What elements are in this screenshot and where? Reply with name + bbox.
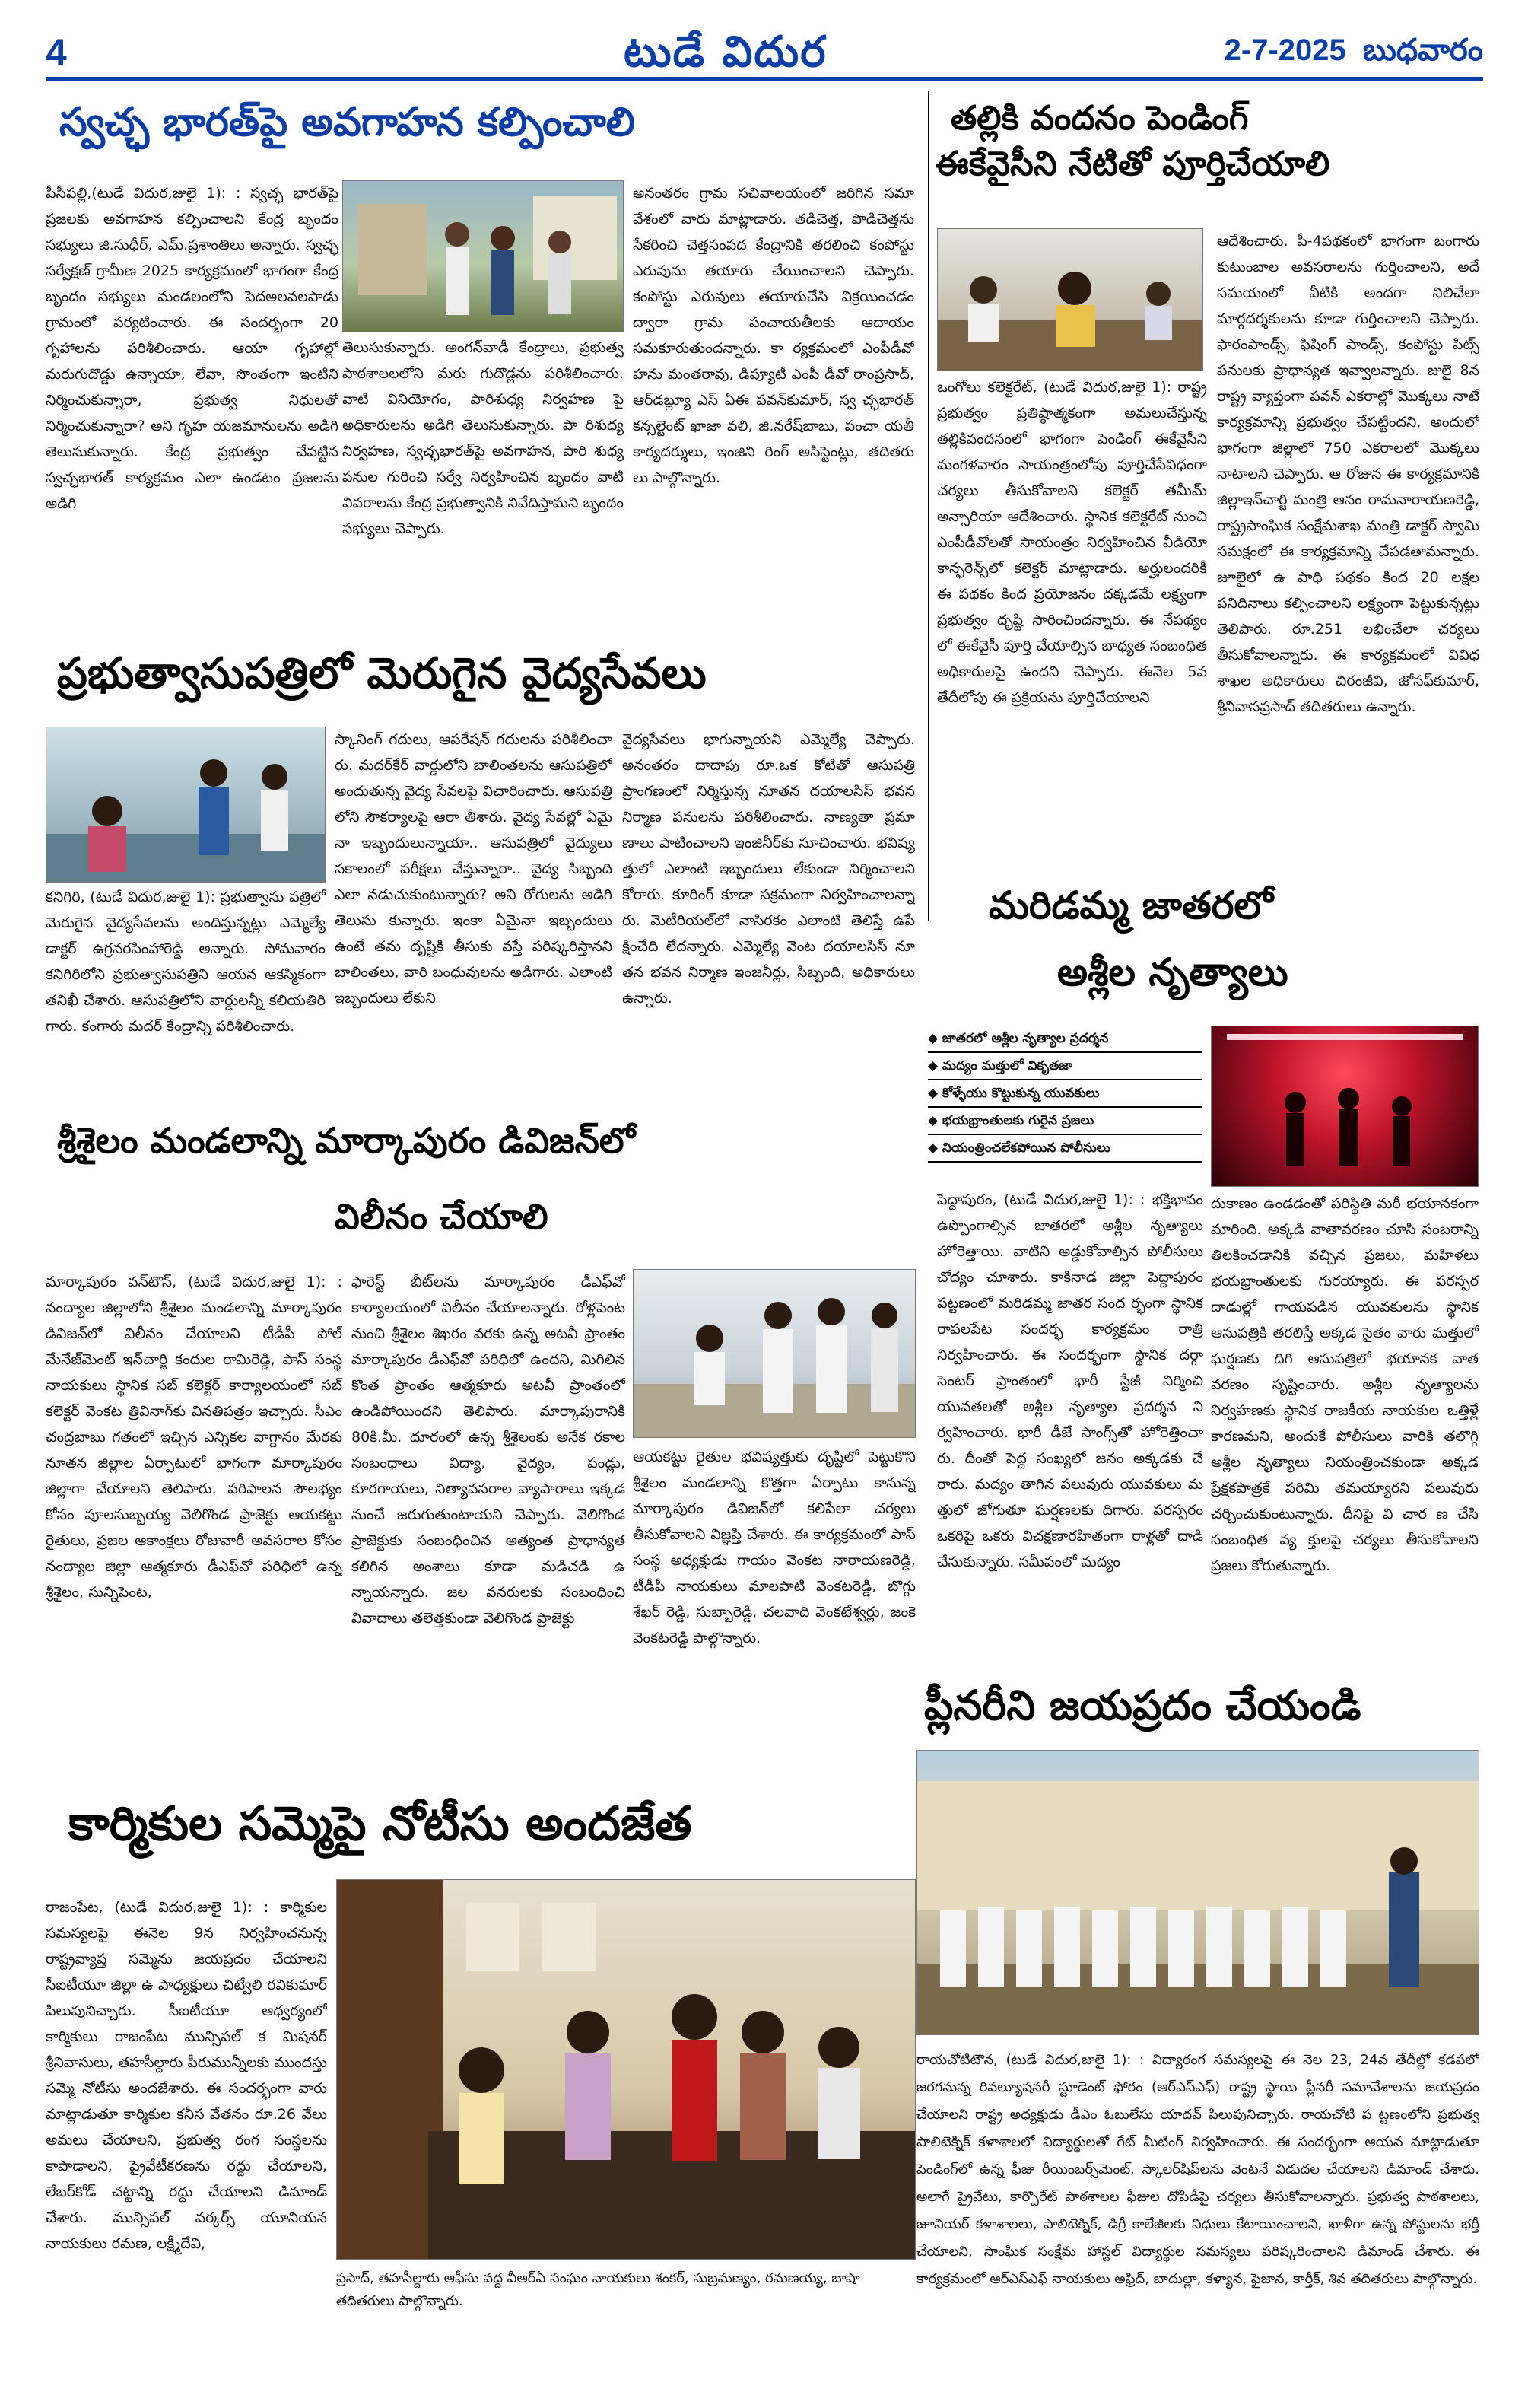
plenary-headline: ప్లీనరీని జయప్రదం చేయండి	[924, 1681, 1361, 1729]
srisailam-headline-2: విలీనం చేయాలి	[335, 1196, 548, 1237]
maridamma-photo-figures	[1212, 1026, 1479, 1187]
masthead	[46, 27, 1483, 81]
swachh-photo-figures	[343, 181, 624, 332]
newspaper-title: టుడే విదుర	[624, 27, 828, 77]
maridamma-bullet: ◆ జాతరలో అశ్లీల నృత్యాల ప్రదర్శన	[928, 1026, 1202, 1053]
swachh-photo	[342, 180, 624, 332]
hospital-headline: ప్రభుత్వాసుపత్రిలో మెరుగైన వైద్యసేవలు	[57, 649, 707, 698]
thalliki-photo-figures	[938, 229, 1203, 371]
maridamma-bullets	[928, 1026, 1202, 1163]
strike-caption: ప్రసాద్, తహసీల్దారు ఆఫీసు వద్ద వీఆర్‌ఏ సంఘం నాయకులు శంకర్, సుబ్రమణ్యం, రమణయ్య, బాషా తదితరులు పాల్గొన్నారు.	[336, 2270, 860, 2309]
strike-photo	[336, 1879, 916, 2260]
srisailam-headline-1: శ్రీశైలం మండలాన్ని మార్కాపురం డివిజన్‌లో	[57, 1120, 636, 1161]
swachh-col-1: పీసీపల్లి,(టుడే విదుర,జులై 1): : స్వచ్ఛ భారత్‌పై ప్రజలకు అవగాహన కల్పించాలని కేంద్ర బృందం సభ్యులు జి.సుధీర్, ఎమ్.ప్రశాంతిలు అన్నారు. స్వచ్ఛ సర్వేక్షణ్ గ్రామీణ 2025 కార్యక్రమంలో భాగంగా కేంద్ర బృందం సభ్యులు మండలంలోని పెదఅలవలపాడు గ్రామంలో పర్యటించారు. ఈ సందర్భంగా 20 గృహాలను పరిశీలించారు. ఆయా గృహాల్లో మరుగుదొడ్డు ఉన్నాయా, లేవా, సొంతంగా ఇంటిని నిర్మించుకున్నారా, ప్రభుత్వ నిధులతో నిర్మించుకున్నారా? అని గృహ యజమానులను అడిగి తెలుసుకున్నారు. కేంద్ర ప్రభుత్వం చేపట్టిన స్వచ్ఛభారత్ కార్యక్రమం ఎలా ఉండటం ప్రజలను అడిగి	[46, 185, 338, 512]
page-number: 4	[46, 31, 67, 74]
maridamma-col-2: దుకాణం ఉండడంతో పరిస్థితి మరీ భయానకంగా మారింది. అక్కడి వాతావరణం చూసి సంబరాన్ని తిలకించడానికి వచ్చిన ప్రజలు, మహిళలు భయభ్రాంతులకు గురయ్యారు. ఈ పరస్పర దాడుల్లో గాయపడిన యువకులను స్థానిక ఆసుపత్రికి తరలిస్తే అక్కడ సైతం వారు మత్తులో ఘర్షణకు దిగి ఆసుపత్రిలో భయానక వాత వరణం సృష్టించారు. అశ్లీల నృత్యాలను నిర్వహణకు స్థానిక రాజకీయ నాయకుల ఒత్తిళ్లే కారణమని, అందుకే పోలీసులు వారికి తలొగ్గి అశ్లీల నృత్యాలు నియంత్రించకుండా అక్కడ ప్రేక్షకపాత్రకే పరిమి తమయ్యారని పలువురు చర్చించుకుంటున్నారు. దీనిపై వి చార ణ చేసి సంబంధిత వ్య క్తులపై చర్యలు తీసుకోవాలని ప్రజలు కోరుతున్నారు.	[1211, 1195, 1479, 1574]
maridamma-col-1: పెద్దాపురం, (టుడే విదుర,జులై 1): : భక్తిభావం ఉప్పొంగాల్సిన జాతరలో అశ్లీల నృత్యాలు హోరెత్తాయి. వాటిని అడ్డుకోవాల్సిన పోలీసులు చోద్యం చూశారు. కాకినాడ జిల్లా పెద్దాపురం పట్టణంలో మరిడమ్మ జాతర సంద ర్భంగా స్థానిక రాపలపేట సందర్భ కార్యక్రమం రాత్రి నిర్వహించారు. ఈ సందర్భంగా స్థానిక దర్గా సెంటర్ ప్రాంతంలో భారీ స్టేజీ నిర్మించి యువతలతో అశ్లీల నృత్యాల ప్రదర్శన ని ర్వహించారు. భారీ డీజే సాంగ్స్‌తో హోరెత్తించా రు. దీంతో పెద్ద సంఖ్యలో జనం అక్కడకు చే రారు. మద్యం తాగిన పలువురు యువకులు మ త్తులో జోగుతూ ఘర్షణలకు దిగారు. పరస్పరం ఒకరిపై ఒకరు విచక్షణారహితంగా రాళ్లతో దాడి చేసుకున్నారు. సమీపంలో మద్యం	[937, 1191, 1203, 1570]
swachh-headline: స్వచ్ఛ భారత్‌పై అవగాహన కల్పించాలి	[59, 100, 635, 145]
maridamma-photo	[1211, 1026, 1479, 1187]
hospital-photo	[46, 727, 326, 883]
swachh-col-2: తెలుసుకున్నారు. అంగన్‌వాడీ కేంద్రాలు, ప్రభుత్వ పాఠశాలలలోని మరు గుదొడ్లను పరిశీలించారు. వాటి వినియోగం, పారిశుధ్య నిర్వహణ పై అధికారులను అడిగి తెలుసుకున్నారు. పా రిశుధ్య నిర్వహణ, స్వచ్ఛభారత్‌పై అవగాహన, పారి శుధ్య పనుల గురించి సర్వే నిర్వహించిన బృందం వాటి వివరాలను కేంద్ర ప్రభుత్వానికి నివేదిస్తామని బృందం సభ్యులు చెప్పారు.	[342, 339, 624, 537]
srisailam-col-1: మార్కాపురం వన్‌టౌన్, (టుడే విదుర,జులై 1): : నంద్యాల జిల్లాలోని శ్రీశైలం మండలాన్ని మార్కాపురం డివిజన్‌లో విలీనం చేయాలని టీడీపీ పోల్ మేనేజ్‌మెంట్ ఇన్‌చార్జి కందుల రామిరెడ్డి, పాస్ సంస్థ నాయకులు స్థానిక సబ్ కలెక్టర్ కార్యాలయంలో సబ్ కలెక్టర్ వెంకట త్రివినాగ్‌కు వినతిపత్రం ఇచ్చారు. సీఎం చంద్రబాబు గతంలో ఇచ్చిన ఎన్నికల వాగ్దానం మేరకు నూతన జిల్లాల ఏర్పాటులో భాగంగా మార్కాపురం జిల్లాగా చేయాలని తెలిపారు. పరిపాలన సౌలభ్యం కోసం పూలసుబ్బయ్య వెలిగొండ ప్రాజెక్టు ఆయకట్టు రైతులు, ప్రజల ఆకాంక్షలు రోజువారీ అవసరాల కోసం నంద్యాల జిల్లా ఆత్మకూరు డీఎఫ్‌వో పరిధిలో ఉన్న శ్రీశైలం, సున్నిపెంట,	[46, 1274, 342, 1601]
strike-headline: కార్మికుల సమ్మెపై నోటీసు అందజేత	[68, 1796, 692, 1851]
plenary-photo-figures	[917, 1751, 1479, 2035]
hospital-col-3: వైద్యసేవలు భాగున్నాయని ఎమ్మెల్యే చెప్పారు. అనంతరం దాదాపు రూ.ఒక కోటితో ఆసుపత్రి ప్రాంగణంలో నిర్మిస్తున్న నూతన దయాలసిస్ భవన నిర్మాణ పనులను పరిశీలించారు. నాణ్యతా ప్రమా ణాలు పాటించాలని ఇంజినీర్‌కు సూచించారు. భవిష్య త్తులో ఎలాంటి ఇబ్బందులు లేకుండా నిర్మించాలని కోరారు. కూరింగ్ కూడా సక్రమంగా నిర్వహించాలన్నా రు. మెటీరియల్‌లో నాసిరకం ఎలాంటి తెలిస్తే ఉపే క్షించేది లేదన్నారు. ఎమ్మెల్యే వెంట దయాలసిస్ నూ తన భవన నిర్మాణ ఇంజనీర్లు, సిబ్బంది, అధికారులు ఉన్నారు.	[622, 731, 915, 1007]
srisailam-col-3: ఆయకట్టు రైతుల భవిష్యత్తుకు దృష్టిలో పెట్టుకొని శ్రీశైలం మండలాన్ని కొత్తగా ఏర్పాటు కానున్న మార్కాపురం డివిజన్‌లో కలిపేలా చర్యలు తీసుకోవాలని విజ్ఞప్తి చేశారు. ఈ కార్యక్రమంలో పాస్ సంస్థ అధ్యక్షుడు గాయం వెంకట నారాయణరెడ్డి, టీడీపీ నాయకులు మాలపాటి వెంకటరెడ్డి, బొగ్గు శేఖర్ రెడ్డి, సుబ్బారెడ్డి, చలవాది వెంకటేశ్వర్లు, జంకె వెంకటరెడ్డి పాల్గొన్నారు.	[633, 1449, 916, 1646]
plenary-body: రాయచోటిటౌన, (టుడే విదుర,జులై 1): : విద్యారంగ సమస్యలపై ఈ నెల 23, 24వ తేదీల్లో కడపలో జరగనున్న రివల్యూషనరీ స్టూడెంట్ ఫోరం (ఆర్ఎస్ఎఫ్) రాష్ట్ర స్థాయి ప్లీనరీ సమావేశాలను జయప్రదం చేయాలని రాష్ట్ర అధ్యక్షుడు డీఎం ఓబులేసు యాదవ్ పిలుపునిచ్చారు. రాయచోటి ప ట్టణంలోని ప్రభుత్వ పాలిటెక్నిక్ కళాశాలలో విద్యార్థులతో గేట్ మీటింగ్ నిర్వహించారు. ఈ సందర్భంగా ఆయన మాట్లాడుతూ పెండింగ్‌లో ఉన్న ఫీజు రీయింబర్స్‌మెంట్, స్కాలర్‌షిప్‌లను వెంటనే విడుదల చేయాలని డిమాండ్ చేశారు. అలాగే ప్రైవేటు, కార్పొరేట్ పాఠశాలల ఫీజుల దోపిడీపై చర్యలు తీసుకోవాలన్నారు. ప్రభుత్వ పాఠశాలలు, జూనియర్ కళాశాలలు, పాలిటెక్నిక్, డిగ్రీ కాలేజీలకు నిధులు కేటాయించాలని, ఖాళీగా ఉన్న పోస్టులను భర్తీ చేయాలని, సాంఘిక సంక్షేమ హాస్టల్ విద్యార్థుల సమస్యలు పరిష్కరించాలని డిమాండ్ చేశారు. ఈ కార్యక్రమంలో ఆర్ఎస్ఎఫ్ నాయకులు అఫ్రిద్, బాదుల్లా, కళ్యాన, ఫైజాన, కార్తీక్, శివ తదితరులు పాల్గొన్నారు.	[916, 2052, 1479, 2287]
thalliki-col-1: ఒంగోలు కలెక్టరేట్, (టుడే విదుర,జులై 1): రాష్ట్ర ప్రభుత్వం ప్రతిష్ఠాత్మకంగా అమలుచేస్తున్న తల్లికివందనంలో భాగంగా పెండింగ్ ఈకేవైసీని మంగళవారం సాయంత్రంలోపు పూర్తిచేసేవిధంగా చర్యలు తీసుకోవాలని కలెక్టర్ తమీమ్ అన్సారియా ఆదేశించారు. స్థానిక కలెక్టరేట్ నుంచి ఎంపీడీవోలతో సాయంత్రం నిర్వహించిన వీడియో కాన్ఫరెన్స్‌లో కలెక్టర్ మాట్లాడారు. అర్హులందరికీ ఈ పథకం కింద ప్రయోజనం దక్కడమే లక్ష్యంగా ప్రభుత్వం దృష్టి సారించిందన్నారు. ఈ నేపథ్యం లో ఈకేవైసీ పూర్తి చేయాల్సిన బాధ్యత సంబంధిత అధికారులపై ఉందని చెప్పారు. ఈనెల 5వ తేదీలోపు ఈ ప్రక్రియను పూర్తిచేయాలని	[937, 379, 1207, 706]
maridamma-headline-1: మరిడమ్మ జాతరలో	[989, 883, 1273, 927]
strike-photo-figures	[337, 1880, 916, 2260]
hospital-col-1: కనిగిరి, (టుడే విదుర,జులై 1): ప్రభుత్వాసు పత్రిలో మెరుగైన వైద్యసేవలను అందిస్తున్నట్లు ఎమ్మెల్యే డాక్టర్ ఉగ్రనరసింహారెడ్డి అన్నారు. సోమవారం కనిగిరిలోని ప్రభుత్వాసుపత్రిని ఆయన ఆకస్మికంగా తనిఖీ చేశారు. ఆసుపత్రిలోని వార్డులన్నీ కలియతిరి గారు. కంగారు మదర్ కేంద్రాన్ని పరిశీలించారు.	[46, 889, 326, 1035]
swachh-col-3: అనంతరం గ్రామ సచివాలయంలో జరిగిన సమా వేశంలో వారు మాట్లాడారు. తడిచెత్త, పొడిచెత్తను సేకరించి చెత్తసంపద కేంద్రానికి తరలించి కంపోస్టు ఎరువును తయారు చేయించాలని చెప్పారు. కంపోస్టు ఎరువులు తయారుచేసి విక్రయించడం ద్వారా గ్రామ పంచాయతీలకు ఆదాయం సమకూరుతుందన్నారు. కా ర్యక్రమంలో ఎంపీడీవో హను మంతరావు, డిప్యూటీ ఎంపీ డీవో రాంప్రసాద్, ఆర్‌డబ్ల్యూ ఎస్ ఏఈ పవన్‌కుమార్, స్వ చ్ఛభారత్ కన్సల్టెంట్ ఖాజా వలి, జి.నరేష్‌బాబు, పంచా యతీ కార్యదర్శులు, ఇంజిని రింగ్ అసిస్టెంట్లు, తదితరు లు పాల్గొన్నారు.	[633, 185, 914, 486]
thalliki-headline-2: ఈకేవైసీని నేటితో పూర్తిచేయాలి	[936, 145, 1330, 183]
srisailam-photo	[633, 1269, 916, 1438]
thalliki-photo	[937, 228, 1203, 371]
strike-col-1: రాజంపేట, (టుడే విదుర,జులై 1): : కార్మికుల సమస్యలపై ఈనెల 9న నిర్వహించనున్న రాష్ట్రవ్యాప్త సమ్మెను జయప్రదం చేయాలని సీఐటీయూ జిల్లా ఉ పాధ్యక్షులు చిట్వేలి రవికుమార్ పిలుపునిచ్చారు. సీఐటీయూ ఆధ్వర్యంలో కార్మికులు రాజంపేట మున్సిపల్ క మిషనర్ శ్రీనివాసులు, తహసీల్దారు పీరుమున్నీలకు ముందస్తు సమ్మె నోటీసు అందజేశారు. ఈ సందర్భంగా వారు మాట్లాడుతూ కార్మికుల కనీస వేతనం రూ.26 వేలు అమలు చేయాలని, ప్రభుత్వ రంగ సంస్థలను కాపాడాలని, ప్రైవేటీకరణను రద్దు చేయాలని, లేబర్‌కోడ్ చట్టాన్ని రద్దు చేయాలని డిమాండ్ చేశారు. మున్సిపల్ వర్కర్స్ యూనియన నాయకులు రమణ, లక్ష్మీదేవి,	[46, 1899, 327, 2252]
hospital-photo-figures	[46, 727, 326, 883]
hospital-col-2: స్కానింగ్ గదులు, ఆపరేషన్ గదులను పరిశీలించా రు. మదర్‌కేర్ వార్డులోని బాలింతలను ఆసుపత్రిలో అందుతున్న వైద్య సేవలపై విచారించారు. ఆసుపత్రి లోని సౌకర్యాలపై ఆరా తీశారు. వైద్య సేవల్లో ఏమై నా ఇబ్బందులున్నాయా.. ఆసుపత్రిలో వైద్యులు సకాలంలో పరీక్షలు చేస్తున్నారా.. వైద్య సిబ్బంది ఎలా నడుచుకుంటున్నారు? అని రోగులను అడిగి తెలుసు కున్నారు. ఇంకా ఏమైనా ఇబ్బందులు ఉంటే తమ దృష్టికి తీసుకు వస్తే పరిష్కరిస్తానని బాలింతలు, వారి బంధువులను అడిగారు. ఎలాంటి ఇబ్బందులు లేకుని	[335, 731, 612, 1007]
issue-date: 2-7-2025 బుధవారం	[1224, 33, 1483, 67]
maridamma-bullet: ◆ భయభ్రాంతులకు గురైన ప్రజలు	[928, 1108, 1202, 1135]
thalliki-headline-1: తల్లికి వందనం పెండింగ్	[951, 99, 1249, 138]
maridamma-headline-2: అశ్లీల నృత్యాలు	[1057, 950, 1288, 994]
maridamma-bullet: ◆ కోళ్ళేయు కొట్టుకున్న యువకులు	[928, 1080, 1202, 1108]
srisailam-col-2: ఫారెస్ట్ బీట్‌లను మార్కాపురం డీఎఫ్‌వో కార్యాలయంలో విలీనం చేయాలన్నారు. రోళ్లపెంట నుంచి శ్రీశైలం శిఖరం వరకు ఉన్న అటవీ ప్రాంతం మార్కాపురం డీఎఫ్‌వో పరిధిలో ఉందని, మిగిలిన కొంత ప్రాంతం ఆత్మకూరు అటవీ ప్రాంతంలో ఉండిపోయిందని తెలిపారు. మార్కాపురానికి 80కి.మీ. దూరంలో ఉన్న శ్రీశైలంకు అనేక రకాల సంబంధాలు విద్యా, వైద్యం, పండ్లు, కూరగాయలు, నిత్యావసరాల వ్యాపారాలు ఇక్కడ నుంచే జరుగుతుంటాయని చెప్పారు. వెలిగొండ ప్రాజెక్టుకు సంబంధించిన అత్యంత ప్రాధాన్యత కలిగిన అంశాలు కూడా మడిచడి ఉ న్నాయన్నారు. జల వనరులకు సంబంధించి వివాదాలు తలెత్తకుండా వెలిగొండ ప్రాజెక్టు	[351, 1274, 625, 1627]
maridamma-bullet: ◆ నియంత్రించలేకపోయిన పోలీసులు	[928, 1135, 1202, 1163]
column-divider	[928, 91, 929, 921]
srisailam-photo-figures	[634, 1270, 916, 1438]
thalliki-col-2: ఆదేశించారు. పీ-4పథకంలో భాగంగా బంగారు కుటుంబాల అవసరాలను గుర్తించాలని, అదే సమయంలో వీటికి అందగా నిలిచేలా మార్గదర్శకులను కూడా గుర్తించాలని చెప్పారు. ఫారంపాండ్స్, ఫిషింగ్ పాండ్స్, కంపోస్టు పిట్స్ పనులకు ప్రాధాన్యత ఇవ్వాలన్నారు. జులై 8న రాష్ట్ర వ్యాప్తంగా పవన్ ఎకరాల్లో మొక్కలు నాటే కార్యక్రమాన్ని ప్రభుత్వం చేపట్టిందని, అందులో భాగంగా జిల్లాలో 750 ఎకరాలలో మొక్కలు నాటాలని చెప్పారు. ఆ రోజున ఈ కార్యక్రమానికి జిల్లాఇన్‌చార్జి మంత్రి ఆనం రామనారాయణరెడ్డి, రాష్ట్రసాంఘిక సంక్షేమశాఖ మంత్రి డాక్టర్ స్వామి సమక్షంలో ఈ కార్యక్రమాన్ని చేపడతామన్నారు. జూలైలో ఉ పాధి పథకం కింద 20 లక్షల పనిదినాలు కల్పించాలని లక్ష్యంగా పెట్టుకున్నట్లు తెలిపారు. రూ.251 లభించేలా చర్యలు తీసుకోవాలన్నారు. ఈ కార్యక్రమంలో వివిధ శాఖల అధికారులు చిరంజీవి, జోసఫ్‌కుమార్, శ్రీనివాసప్రసాద్ తదితరులు ఉన్నారు.	[1217, 233, 1479, 715]
maridamma-bullet: ◆ మద్యం మత్తులో వికృతజా	[928, 1053, 1202, 1080]
plenary-photo	[916, 1750, 1479, 2035]
